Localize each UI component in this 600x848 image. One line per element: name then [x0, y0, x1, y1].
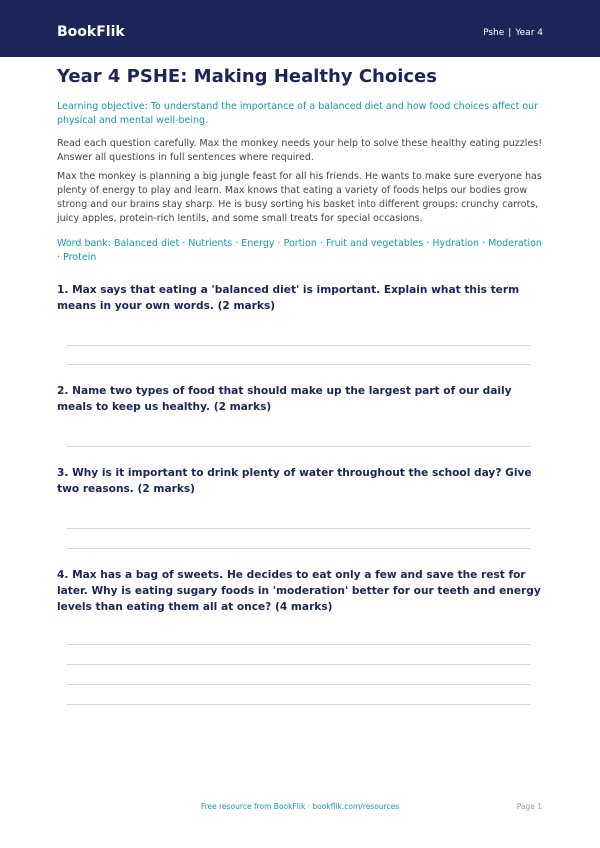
page-title: Year 4 PSHE: Making Healthy Choices: [57, 66, 437, 87]
answer-line[interactable]: [67, 548, 531, 549]
instructions: Read each question carefully. Max the monkey needs your help to solve these healthy eating puzzles! Answer all questions in full sentences where required.: [57, 138, 543, 163]
footer-credit[interactable]: Free resource from BookFlik · bookflik.com/resources: [200, 802, 400, 811]
subject-label: Pshe: [483, 28, 505, 38]
year-label: Year 4: [515, 28, 543, 38]
answer-line[interactable]: [67, 684, 531, 685]
question-2: 2. Name two types of food that should make up the largest part of our daily meals to keep us healthy. (2 marks): [57, 385, 512, 413]
answer-line[interactable]: [67, 364, 531, 365]
story-paragraph: Max the monkey is planning a big jungle feast for all his friends. He wants to make sure everyone has plenty of energy to play and learn. Max knows that eating a variety of foods helps our bodies grow strong and our brains stay sharp. He is busy sorting his basket into different groups: crunchy carrots, juicy apples, protein-rich lentils, and some small treats for special occasions.: [57, 171, 542, 224]
learning-objective: Learning objective: To understand the importance of a balanced diet and how food choices affect our physical and mental well-being.: [57, 101, 539, 126]
answer-line[interactable]: [67, 528, 531, 529]
brand-logo[interactable]: BookFlik: [57, 24, 125, 40]
word-bank: Word bank: Balanced diet · Nutrients · Energy · Portion · Fruit and vegetables · Hydration · Moderation · Protein: [57, 238, 542, 263]
answer-line[interactable]: [67, 345, 531, 346]
question-4: 4. Max has a bag of sweets. He decides to eat only a few and save the rest for later. Why is eating sugary foods in 'moderation' better for our teeth and energy levels than eating them all at once? (4 marks): [57, 569, 541, 613]
answer-line[interactable]: [67, 704, 531, 705]
page-header: [0, 0, 600, 57]
page-number: Page 1: [516, 802, 542, 811]
question-3: 3. Why is it important to drink plenty of water throughout the school day? Give two reasons. (2 marks): [57, 467, 532, 495]
subject-year-label: [483, 27, 543, 39]
question-1: 1. Max says that eating a 'balanced diet' is important. Explain what this term means in your own words. (2 marks): [57, 284, 520, 312]
answer-line[interactable]: [67, 644, 531, 645]
crumb-separator: |: [508, 28, 512, 38]
answer-line[interactable]: [67, 446, 531, 447]
answer-line[interactable]: [67, 664, 531, 665]
